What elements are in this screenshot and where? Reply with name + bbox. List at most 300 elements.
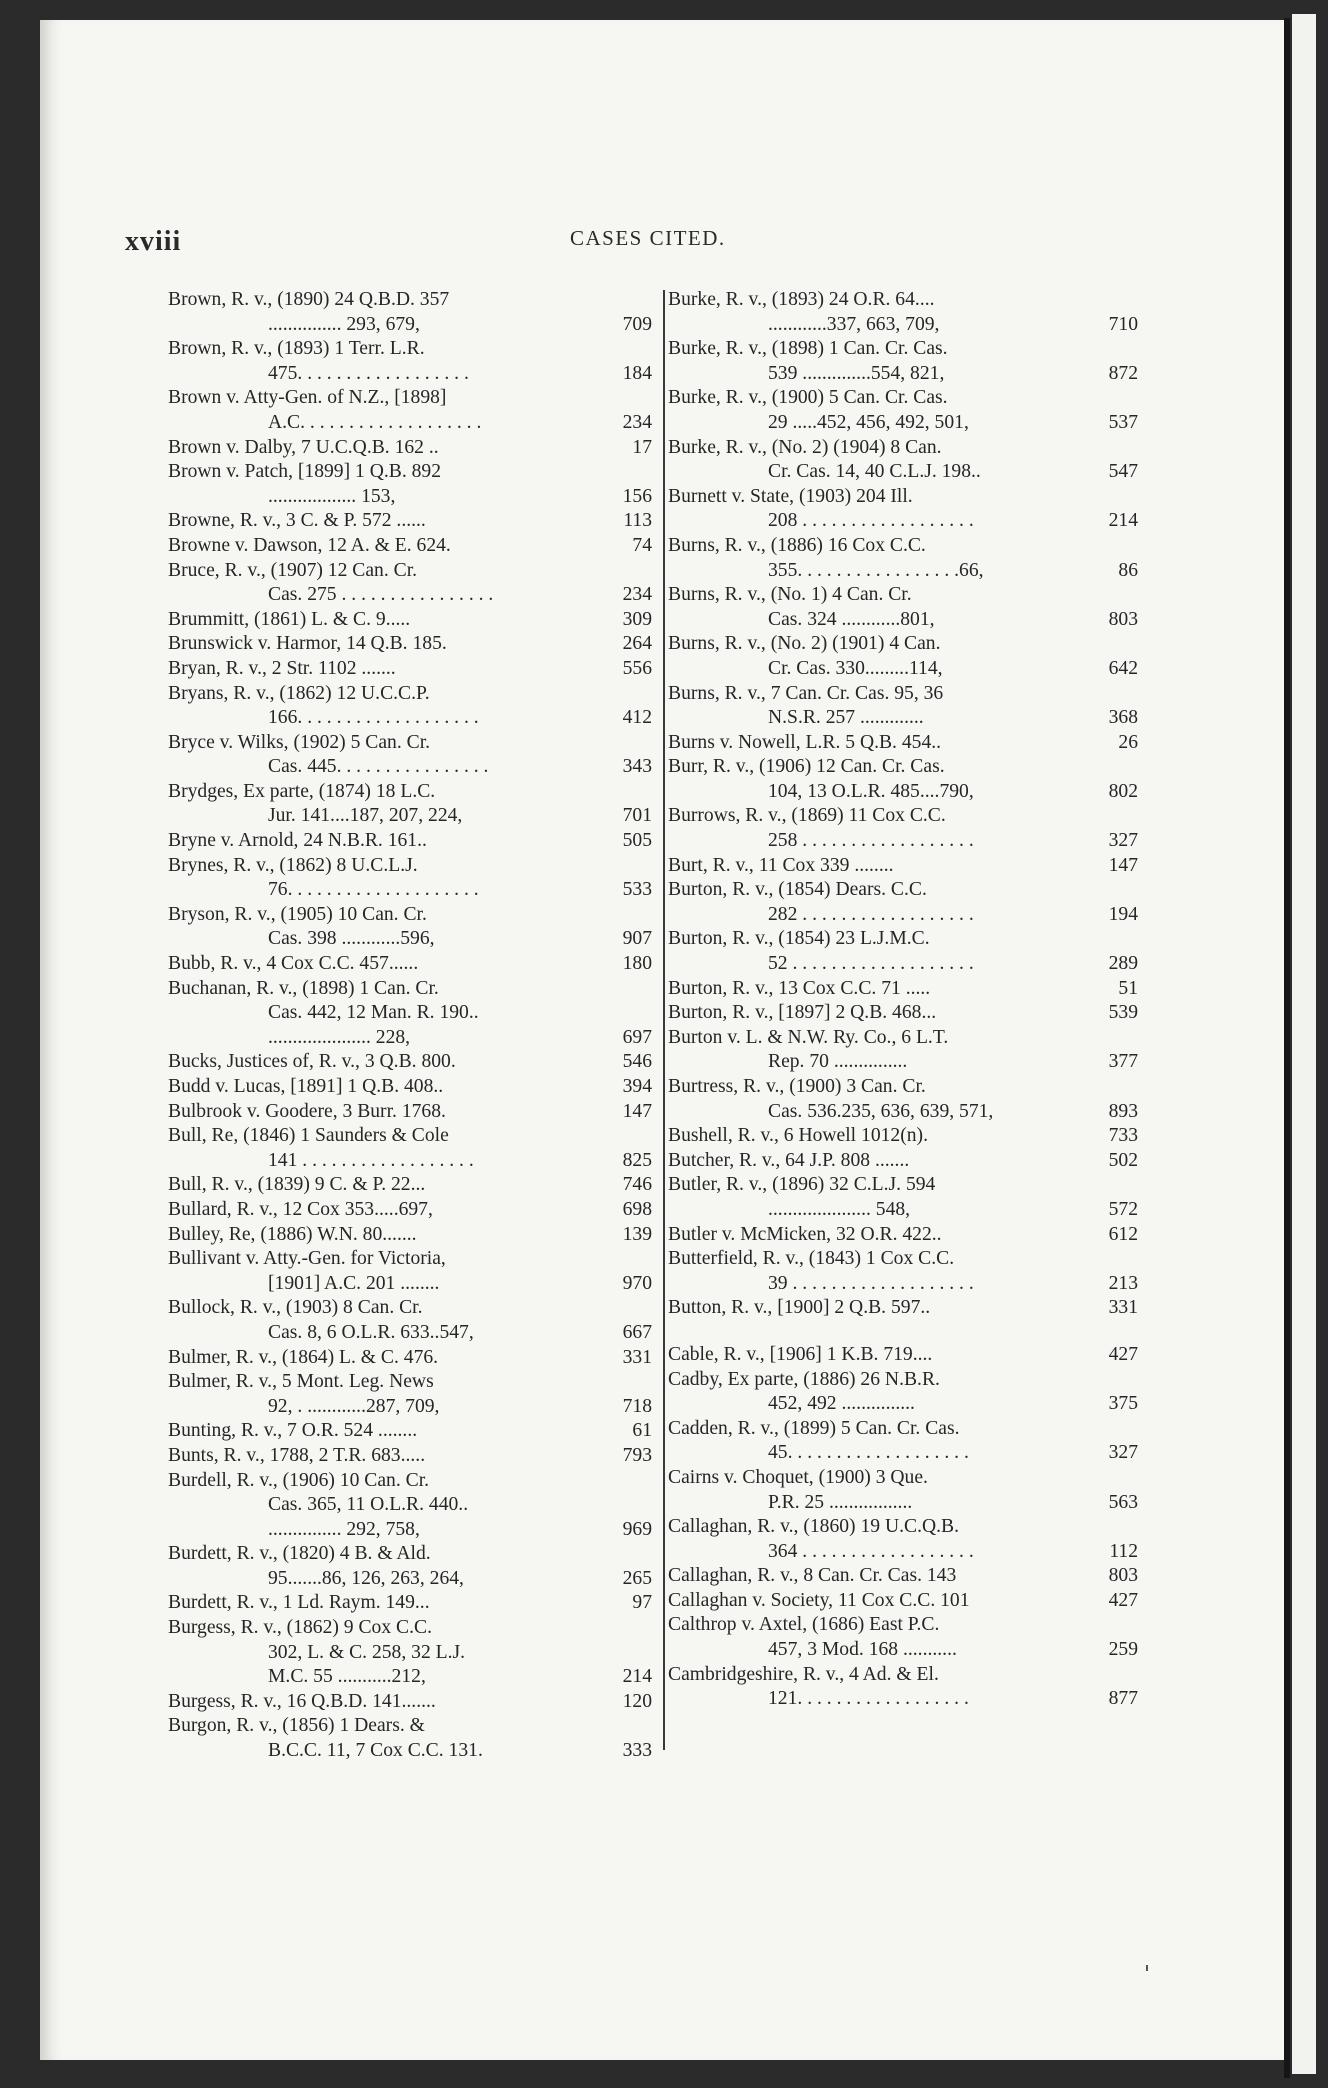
case-entry — [668, 804, 1138, 853]
page-reference: 718 — [622, 1395, 652, 1417]
case-citation — [168, 1198, 652, 1223]
page-reference: 309 — [622, 608, 652, 630]
citation-text: Cr. Cas. 14, 40 C.L.J. 198.. — [768, 461, 981, 483]
case-citation-continued — [668, 1491, 1138, 1516]
citation-text: Butterfield, R. v., (1843) 1 Cox C.C. — [668, 1248, 955, 1270]
page-reference: 427 — [1108, 1343, 1138, 1365]
case-citation — [168, 657, 652, 682]
citation-text: 141 . . . . . . . . . . . . . . . . . . — [268, 1149, 474, 1171]
page-reference: 533 — [622, 879, 652, 901]
case-entry — [168, 731, 652, 780]
citation-text: ............337, 663, 709, — [768, 313, 940, 335]
page-reference: 61 — [632, 1420, 652, 1442]
case-entry — [168, 1075, 652, 1100]
case-citation — [668, 682, 1138, 707]
page-reference: 327 — [1108, 1442, 1138, 1464]
citation-text: Burgess, R. v., (1862) 9 Cox C.C. — [168, 1617, 432, 1639]
case-entry — [668, 1343, 1138, 1368]
page-edge-shadow — [1284, 18, 1290, 2078]
case-citation — [668, 1589, 1138, 1614]
case-citation — [168, 1296, 652, 1321]
page-mark — [1146, 1965, 1148, 1971]
case-citation — [168, 288, 652, 313]
citation-text: [1901] A.C. 201 ........ — [268, 1272, 440, 1294]
page-reference: 147 — [1108, 854, 1138, 876]
case-entry — [668, 1026, 1138, 1075]
case-citation-continued — [168, 485, 652, 510]
case-citation — [168, 386, 652, 411]
page-reference: 112 — [1109, 1540, 1138, 1562]
page-reference: 234 — [622, 411, 652, 433]
page-reference: 375 — [1108, 1393, 1138, 1415]
citation-text: Bubb, R. v., 4 Cox C.C. 457...... — [168, 953, 419, 975]
case-citation — [668, 337, 1138, 362]
case-entry — [168, 1050, 652, 1075]
page-reference: 556 — [622, 657, 652, 679]
citation-text: Burton, R. v., [1897] 2 Q.B. 468... — [668, 1002, 937, 1024]
page-reference: 697 — [622, 1026, 652, 1048]
case-entry — [168, 1198, 652, 1223]
citation-text: B.C.C. 11, 7 Cox C.C. 131. — [268, 1740, 483, 1762]
case-entry — [168, 1124, 652, 1173]
page-reference: 120 — [622, 1690, 652, 1712]
case-citation-continued — [668, 608, 1138, 633]
case-citation-continued — [668, 1540, 1138, 1565]
citation-text: Brown, R. v., (1890) 24 Q.B.D. 357 — [168, 289, 450, 310]
citation-text: 121. . . . . . . . . . . . . . . . . . — [768, 1688, 969, 1710]
case-citation — [168, 780, 652, 805]
case-citation — [168, 1100, 652, 1125]
case-citation-continued — [668, 509, 1138, 534]
case-citation-continued — [168, 1493, 652, 1518]
running-title: CASES CITED. — [570, 226, 726, 250]
page-reference: 505 — [622, 830, 652, 852]
page-reference: 331 — [1108, 1297, 1138, 1319]
citation-text: Burns, R. v., 7 Can. Cr. Cas. 95, 36 — [668, 682, 944, 704]
citation-text: 457, 3 Mod. 168 ........... — [768, 1639, 957, 1661]
page-reference: 113 — [623, 510, 652, 532]
case-citation-continued — [168, 1026, 652, 1051]
case-citation-continued — [168, 1665, 652, 1690]
case-entry — [168, 1370, 652, 1419]
case-entry — [668, 1124, 1138, 1149]
case-entry — [168, 632, 652, 657]
citation-text: 45. . . . . . . . . . . . . . . . . . . — [768, 1442, 969, 1464]
case-citation-continued — [668, 706, 1138, 731]
case-citation — [668, 1613, 1138, 1638]
case-citation-continued — [168, 804, 652, 829]
citation-text: N.S.R. 257 ............. — [768, 707, 924, 729]
case-entry — [668, 1296, 1138, 1321]
case-entry — [668, 878, 1138, 927]
case-entry — [168, 1223, 652, 1248]
citation-text: Burke, R. v., (1898) 1 Can. Cr. Cas. — [668, 338, 948, 360]
citation-text: 258 . . . . . . . . . . . . . . . . . . — [768, 830, 974, 852]
citation-text: Cable, R. v., [1906] 1 K.B. 719.... — [668, 1343, 933, 1365]
page-reference: 333 — [622, 1740, 652, 1762]
case-entry — [668, 1589, 1138, 1614]
case-citation — [668, 1124, 1138, 1149]
case-entry — [168, 1247, 652, 1296]
citation-text: Brydges, Ex parte, (1874) 18 L.C. — [168, 780, 436, 802]
case-citation-continued — [668, 903, 1138, 928]
citation-text: Cairns v. Choquet, (1900) 3 Que. — [668, 1466, 928, 1488]
case-entry — [168, 1690, 652, 1715]
case-citation-continued — [668, 1441, 1138, 1466]
citation-text: 166. . . . . . . . . . . . . . . . . . . — [268, 707, 479, 729]
case-citation — [168, 436, 652, 461]
citation-text: Cambridgeshire, R. v., 4 Ad. & El. — [668, 1663, 939, 1685]
page-reference: 537 — [1108, 411, 1138, 433]
case-citation-continued — [168, 878, 652, 903]
citation-text: 302, L. & C. 258, 32 L.J. — [268, 1641, 466, 1663]
page-reference: 893 — [1108, 1100, 1138, 1122]
letter-section-gap — [668, 1321, 1138, 1343]
citation-text: Calthrop v. Axtel, (1686) East P.C. — [668, 1614, 940, 1636]
case-citation — [668, 1343, 1138, 1368]
citation-text: Cas. 442, 12 Man. R. 190.. — [268, 1002, 479, 1024]
citation-text: Brunswick v. Harmor, 14 Q.B. 185. — [168, 633, 447, 655]
case-entry — [668, 1564, 1138, 1589]
page-reference: 26 — [1118, 731, 1138, 753]
citation-text: Rep. 70 ............... — [768, 1051, 908, 1073]
citation-text: Burdett, R. v., (1820) 4 B. & Ald. — [168, 1543, 431, 1565]
page-reference: 214 — [1108, 510, 1138, 532]
case-citation — [668, 1173, 1138, 1198]
citation-text: Cas. 536.235, 636, 639, 571, — [768, 1100, 994, 1122]
case-citation-continued — [668, 657, 1138, 682]
citation-text: Browne, R. v., 3 C. & P. 572 ...... — [168, 510, 426, 532]
case-entry — [168, 386, 652, 435]
case-entry — [168, 854, 652, 903]
case-entry — [168, 1173, 652, 1198]
citation-text: Brown, R. v., (1893) 1 Terr. L.R. — [168, 338, 425, 360]
page-reference: 265 — [622, 1567, 652, 1589]
citation-text: Brynes, R. v., (1862) 8 U.C.L.J. — [168, 854, 418, 876]
citation-text: Burke, R. v., (1900) 5 Can. Cr. Cas. — [668, 387, 948, 409]
page-reference: 259 — [1108, 1639, 1138, 1661]
page-number: xviii — [125, 226, 182, 257]
case-citation — [668, 977, 1138, 1002]
citation-text: 95.......86, 126, 263, 264, — [268, 1567, 464, 1589]
case-citation — [668, 1026, 1138, 1051]
case-entry — [668, 682, 1138, 731]
case-citation — [168, 1247, 652, 1272]
citation-text: 104, 13 O.L.R. 485....790, — [768, 780, 974, 802]
case-citation — [668, 1075, 1138, 1100]
citation-text: P.R. 25 ................. — [768, 1491, 913, 1513]
case-citation-continued — [168, 1272, 652, 1297]
case-citation — [668, 1663, 1138, 1688]
case-citation — [168, 1173, 652, 1198]
page-reference: 877 — [1108, 1688, 1138, 1710]
case-citation — [168, 632, 652, 657]
case-citation — [168, 1346, 652, 1371]
page-reference: 368 — [1108, 707, 1138, 729]
column-divider — [663, 290, 665, 1750]
citation-text: ..................... 548, — [768, 1198, 911, 1220]
case-citation — [668, 485, 1138, 510]
case-entry — [668, 854, 1138, 879]
case-citation — [668, 1149, 1138, 1174]
citation-text: Cas. 365, 11 O.L.R. 440.. — [268, 1494, 469, 1516]
citation-text: Brown v. Dalby, 7 U.C.Q.B. 162 .. — [168, 436, 439, 458]
page-reference: 709 — [622, 313, 652, 335]
citation-text: Burr, R. v., (1906) 12 Can. Cr. Cas. — [668, 756, 945, 778]
citation-text: Cas. 398 ............596, — [268, 928, 435, 950]
case-citation — [168, 977, 652, 1002]
case-citation-continued — [668, 1272, 1138, 1297]
case-citation — [168, 731, 652, 756]
case-citation — [168, 534, 652, 559]
case-entry — [168, 682, 652, 731]
page-reference: 331 — [622, 1346, 652, 1368]
case-citation-continued — [168, 362, 652, 387]
case-citation-continued — [168, 755, 652, 780]
case-entry — [168, 1296, 652, 1345]
citation-text: Buchanan, R. v., (1898) 1 Can. Cr. — [168, 977, 439, 999]
case-citation-continued — [668, 313, 1138, 338]
case-citation-continued — [668, 362, 1138, 387]
citation-text: Bushell, R. v., 6 Howell 1012(n). — [668, 1125, 928, 1147]
case-citation — [168, 1223, 652, 1248]
case-citation-continued — [668, 1100, 1138, 1125]
case-entry — [668, 755, 1138, 804]
case-citation — [168, 1690, 652, 1715]
case-entry — [668, 1001, 1138, 1026]
citation-text: Burton, R. v., (1854) 23 L.J.M.C. — [668, 928, 930, 950]
case-entry — [668, 1223, 1138, 1248]
case-entry — [168, 608, 652, 633]
case-citation — [668, 1223, 1138, 1248]
case-entry — [168, 780, 652, 829]
citation-text: Bulley, Re, (1886) W.N. 80....... — [168, 1223, 417, 1245]
page-reference: 234 — [622, 584, 652, 606]
case-citation-continued — [168, 313, 652, 338]
citation-text: Butler, R. v., (1896) 32 C.L.J. 594 — [668, 1174, 936, 1196]
case-entry — [168, 1542, 652, 1591]
case-citation — [668, 386, 1138, 411]
case-entry — [168, 829, 652, 854]
case-entry — [168, 1419, 652, 1444]
case-entry — [168, 509, 652, 534]
case-citation — [668, 1001, 1138, 1026]
citation-text: Burton, R. v., (1854) Dears. C.C. — [668, 879, 927, 901]
case-entry — [668, 1466, 1138, 1515]
page-reference: 213 — [1108, 1272, 1138, 1294]
citation-text: 39 . . . . . . . . . . . . . . . . . . . — [768, 1272, 974, 1294]
citation-text: 208 . . . . . . . . . . . . . . . . . . — [768, 510, 974, 532]
case-citation — [168, 1419, 652, 1444]
citation-text: 355. . . . . . . . . . . . . . . . .66, — [768, 559, 984, 581]
case-citation-continued — [668, 460, 1138, 485]
case-citation — [668, 1466, 1138, 1491]
citation-text: 452, 492 ............... — [768, 1393, 915, 1415]
case-entry — [668, 731, 1138, 756]
case-entry — [168, 1714, 652, 1763]
case-entry — [168, 436, 652, 461]
citation-text: Bryson, R. v., (1905) 10 Can. Cr. — [168, 903, 427, 925]
case-citation — [168, 460, 652, 485]
page-reference: 612 — [1108, 1223, 1138, 1245]
citation-text: Bunts, R. v., 1788, 2 T.R. 683..... — [168, 1444, 426, 1466]
case-citation — [168, 509, 652, 534]
citation-text: Cas. 324 ............801, — [768, 608, 935, 630]
citation-text: Bulmer, R. v., 5 Mont. Leg. News — [168, 1371, 434, 1393]
citation-text: Bunting, R. v., 7 O.R. 524 ........ — [168, 1420, 418, 1442]
citation-text: Bruce, R. v., (1907) 12 Can. Cr. — [168, 559, 418, 581]
page-reference: 412 — [622, 707, 652, 729]
page-reference: 377 — [1108, 1051, 1138, 1073]
citation-text: Burrows, R. v., (1869) 11 Cox C.C. — [668, 805, 946, 827]
page-reference: 701 — [622, 805, 652, 827]
case-citation-continued — [668, 829, 1138, 854]
case-citation — [168, 1469, 652, 1494]
page-reference: 343 — [622, 756, 652, 778]
case-citation-continued — [168, 1567, 652, 1592]
case-citation — [168, 1542, 652, 1567]
citation-text: Burnett v. State, (1903) 204 Ill. — [668, 485, 913, 507]
citation-text: Bryne v. Arnold, 24 N.B.R. 161.. — [168, 830, 427, 852]
citation-text: Butcher, R. v., 64 J.P. 808 ....... — [668, 1149, 910, 1171]
case-citation-continued — [668, 1198, 1138, 1223]
citation-text: Burgess, R. v., 16 Q.B.D. 141....... — [168, 1690, 436, 1712]
page-reference: 970 — [622, 1272, 652, 1294]
citation-text: Cas. 445. . . . . . . . . . . . . . . . — [268, 756, 489, 778]
case-citation — [168, 952, 652, 977]
case-entry — [668, 1247, 1138, 1296]
page-reference: 803 — [1108, 608, 1138, 630]
case-entry — [168, 977, 652, 1051]
next-page-edge — [1292, 14, 1316, 2074]
case-citation-continued — [668, 780, 1138, 805]
case-entry — [668, 1075, 1138, 1124]
case-entry — [168, 559, 652, 608]
citation-text: 364 . . . . . . . . . . . . . . . . . . — [768, 1540, 974, 1562]
case-citation — [668, 1296, 1138, 1321]
page-reference: 74 — [632, 534, 652, 556]
citation-text: Burns, R. v., (No. 2) (1901) 4 Can. — [668, 633, 941, 655]
case-citation-continued — [668, 1050, 1138, 1075]
page-reference: 872 — [1108, 362, 1138, 384]
citation-text: Burton v. L. & N.W. Ry. Co., 6 L.T. — [668, 1026, 949, 1048]
case-citation — [168, 682, 652, 707]
citation-text: Callaghan v. Society, 11 Cox C.C. 101 — [668, 1589, 970, 1611]
citation-text: 76. . . . . . . . . . . . . . . . . . . . — [268, 879, 479, 901]
page-reference: 194 — [1108, 903, 1138, 925]
citation-text: Burns v. Nowell, L.R. 5 Q.B. 454.. — [668, 731, 942, 753]
case-citation — [668, 731, 1138, 756]
case-entry — [668, 1613, 1138, 1662]
citation-text: 92, . ............287, 709, — [268, 1395, 440, 1417]
page-reference: 17 — [632, 436, 652, 458]
case-citation — [168, 854, 652, 879]
case-citation-continued — [668, 1638, 1138, 1663]
citation-text: Bullock, R. v., (1903) 8 Can. Cr. — [168, 1297, 423, 1319]
page-reference: 502 — [1108, 1149, 1138, 1171]
case-citation-continued — [168, 1149, 652, 1174]
case-citation — [168, 337, 652, 362]
page-reference: 264 — [622, 633, 652, 655]
case-citation-continued — [168, 1739, 652, 1764]
case-entry — [168, 460, 652, 509]
case-citation-continued — [668, 411, 1138, 436]
case-citation — [668, 534, 1138, 559]
citation-text: Callaghan, R. v., 8 Can. Cr. Cas. 143 — [668, 1565, 957, 1587]
case-entry — [668, 632, 1138, 681]
case-entry — [668, 977, 1138, 1002]
page-reference: 546 — [622, 1051, 652, 1073]
citation-text: Cr. Cas. 330.........114, — [768, 657, 943, 679]
citation-text: .................. 153, — [268, 485, 396, 507]
citation-text: Bryan, R. v., 2 Str. 1102 ....... — [168, 657, 396, 679]
case-citation — [668, 1247, 1138, 1272]
page-reference: 156 — [622, 485, 652, 507]
case-entry — [168, 903, 652, 952]
page-reference: 97 — [632, 1592, 652, 1614]
page-reference: 214 — [622, 1666, 652, 1688]
citation-text: Budd v. Lucas, [1891] 1 Q.B. 408.. — [168, 1076, 444, 1097]
citation-text: M.C. 55 ...........212, — [268, 1666, 426, 1688]
citation-text: Jur. 141....187, 207, 224, — [268, 805, 463, 827]
case-entry — [168, 952, 652, 977]
page-reference: 907 — [622, 928, 652, 950]
citation-text: Cas. 275 . . . . . . . . . . . . . . . . — [268, 584, 494, 606]
case-citation-continued — [168, 1321, 652, 1346]
case-entry — [668, 485, 1138, 534]
citation-text: Burdett, R. v., 1 Ld. Raym. 149... — [168, 1592, 430, 1614]
case-entry — [668, 1515, 1138, 1564]
case-entry — [668, 1149, 1138, 1174]
case-citation — [668, 1564, 1138, 1589]
citation-text: Bucks, Justices of, R. v., 3 Q.B. 800. — [168, 1051, 456, 1073]
case-entry — [168, 1444, 652, 1469]
citation-text: Bryans, R. v., (1862) 12 U.C.C.P. — [168, 682, 430, 704]
case-citation — [168, 1591, 652, 1616]
page-reference: 180 — [622, 953, 652, 975]
case-entry — [668, 386, 1138, 435]
citation-text: Callaghan, R. v., (1860) 19 U.C.Q.B. — [668, 1516, 959, 1538]
case-entry — [668, 583, 1138, 632]
case-entry — [168, 337, 652, 386]
case-citation-continued — [168, 411, 652, 436]
case-citation-continued — [668, 1687, 1138, 1712]
page-reference: 969 — [622, 1518, 652, 1540]
page-reference: 642 — [1108, 657, 1138, 679]
citation-text: Burke, R. v., (1893) 24 O.R. 64.... — [668, 289, 935, 310]
citation-text: Burtress, R. v., (1900) 3 Can. Cr. — [668, 1076, 926, 1097]
citation-text: Burke, R. v., (No. 2) (1904) 8 Can. — [668, 436, 942, 458]
citation-text: A.C. . . . . . . . . . . . . . . . . . . — [268, 411, 482, 433]
case-entry — [168, 657, 652, 682]
case-citation — [668, 1417, 1138, 1442]
page-reference: 793 — [622, 1444, 652, 1466]
citation-text: Burns, R. v., (1886) 16 Cox C.C. — [668, 534, 926, 556]
citation-text: Burt, R. v., 11 Cox 339 ........ — [668, 854, 894, 876]
case-citation — [668, 436, 1138, 461]
page-reference: 184 — [622, 362, 652, 384]
page-reference: 698 — [622, 1198, 652, 1220]
citation-text: Bulbrook v. Goodere, 3 Burr. 1768. — [168, 1100, 446, 1122]
case-entry — [168, 1591, 652, 1616]
citation-text: 282 . . . . . . . . . . . . . . . . . . — [768, 903, 974, 925]
case-citation — [168, 1444, 652, 1469]
case-entry — [168, 1346, 652, 1371]
case-citation-continued — [168, 1001, 652, 1026]
case-citation — [168, 1370, 652, 1395]
case-citation — [168, 1616, 652, 1641]
page-reference: 710 — [1108, 313, 1138, 335]
